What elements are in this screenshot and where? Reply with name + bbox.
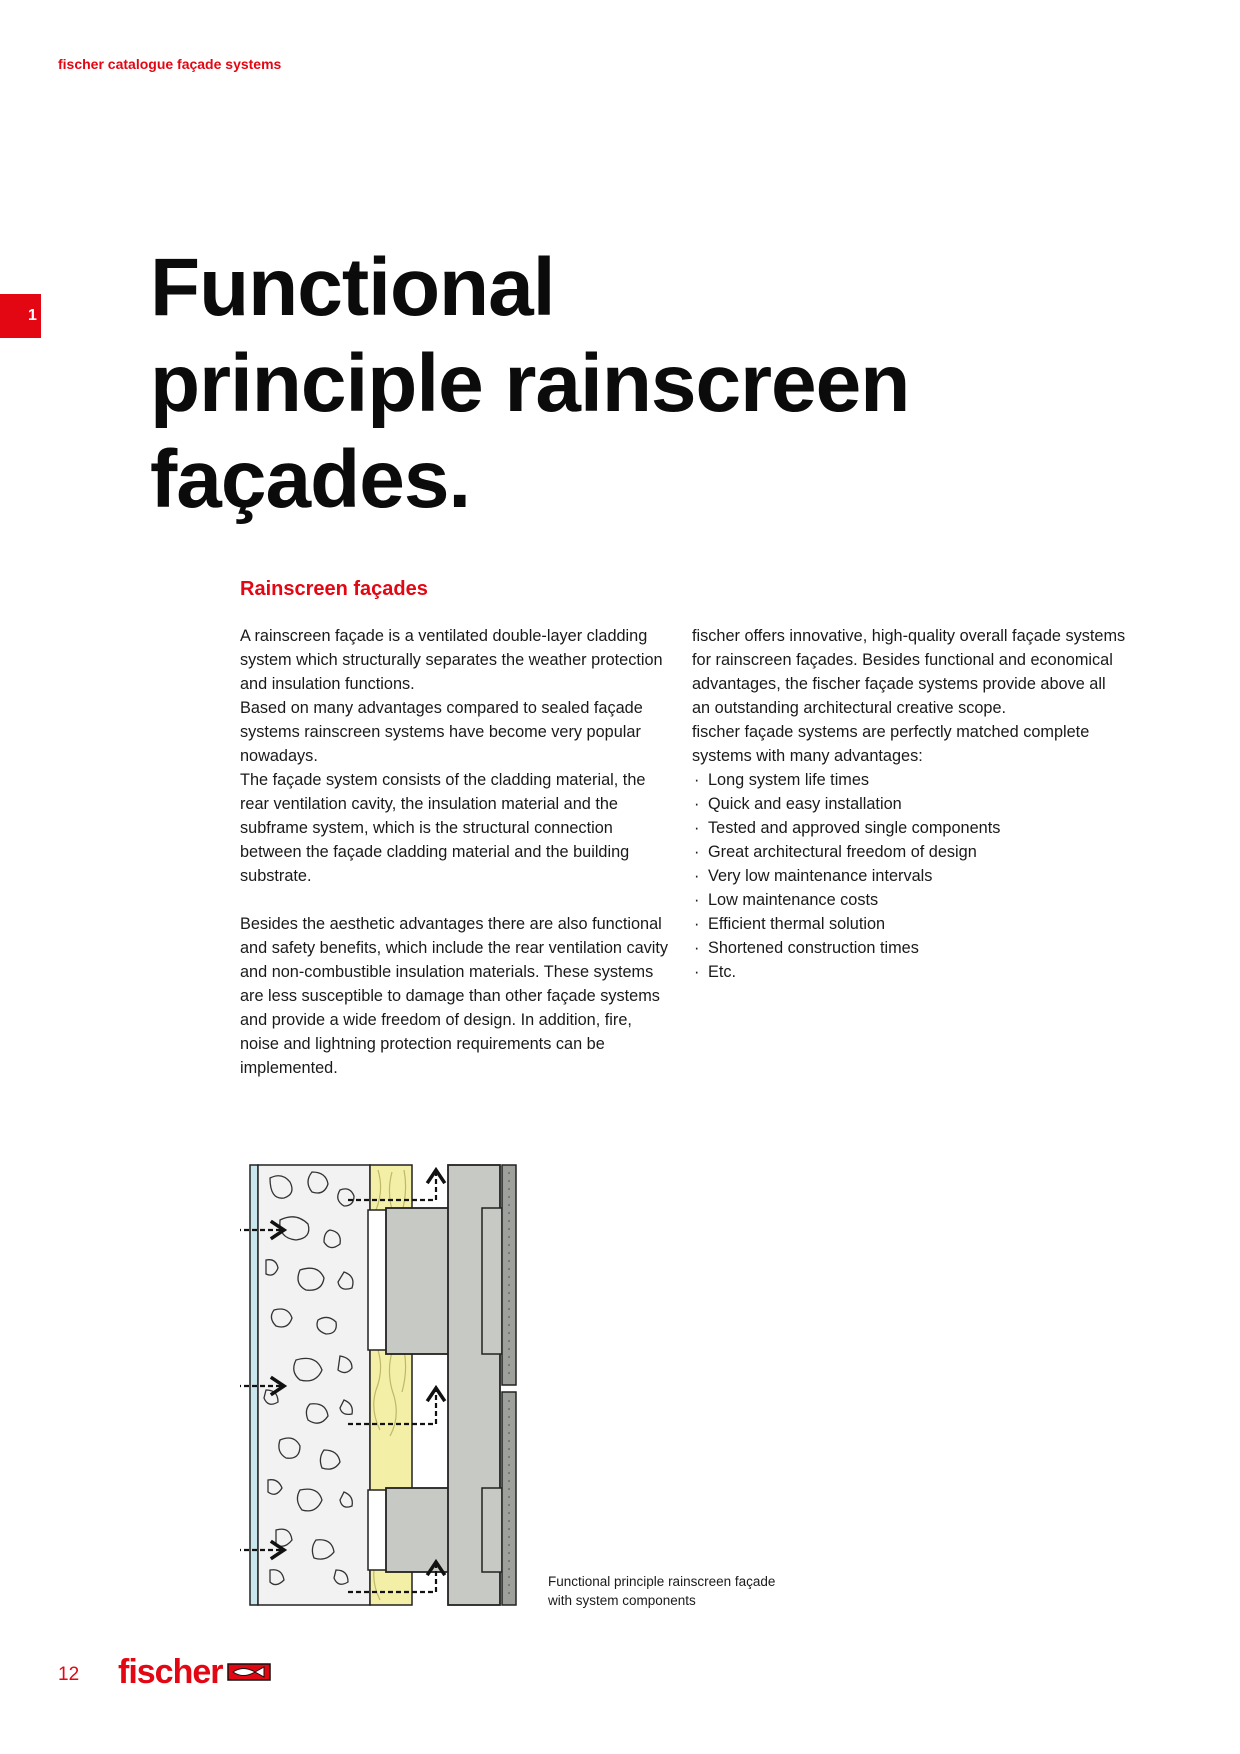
list-item: · Great architectural freedom of design (692, 840, 1127, 864)
list-item: · Quick and easy installation (692, 792, 1127, 816)
concrete-wall (258, 1165, 370, 1605)
list-item: · Long system life times (692, 768, 1127, 792)
title-line: principle rainscreen (150, 338, 910, 429)
body-paragraph: Based on many advantages compared to sealed façade systems rainscreen systems have become very popular nowadays. (240, 699, 643, 765)
fischer-logo (118, 1652, 271, 1692)
page-number: 12 (58, 1664, 80, 1685)
list-item: · Efficient thermal solution (692, 912, 1127, 936)
list-item: · Very low maintenance intervals (692, 864, 1127, 888)
cladding-panel (502, 1165, 516, 1385)
left-text-column (240, 624, 675, 1080)
list-item: · Tested and approved single components (692, 816, 1127, 840)
fish-logo-icon (227, 1662, 271, 1682)
list-item: · Etc. (692, 960, 1127, 984)
chapter-tab: 1 (0, 294, 41, 338)
section-heading: Rainscreen façades (240, 578, 428, 600)
body-paragraph: fischer façade systems are perfectly matched complete systems with many advantages: (692, 723, 1090, 765)
running-head: fischer catalogue façade systems (58, 56, 282, 72)
body-paragraph: fischer offers innovative, high-quality overall façade systems for rainscreen façades. Besides functional and economical advantages, the fischer façade systems provide above all an outstanding architectural creative scope. (692, 627, 1126, 717)
brand-wordmark: fischer (118, 1653, 223, 1691)
cladding-panel (502, 1392, 516, 1605)
list-item: · Low maintenance costs (692, 888, 1127, 912)
body-paragraph: Besides the aesthetic advantages there are also functional and safety benefits, which include the rear ventilation cavity and non-combustible insulation materials. These systems are less susceptible to damage than other façade systems and provide a wide freedom of design. In addition, fire, noise and lightning protection requirements can be implemented. (240, 915, 669, 1077)
title-line: façades. (150, 434, 471, 525)
page-title (150, 240, 909, 528)
figure-caption: Functional principle rainscreen façade with system components (548, 1574, 776, 1608)
advantages-list (692, 768, 1127, 984)
list-item: · Shortened construction times (692, 936, 1127, 960)
facade-section-diagram (240, 1160, 540, 1610)
vertical-profile (482, 1488, 502, 1572)
body-paragraph: A rainscreen façade is a ventilated double-layer cladding system which structurally separates the weather protection and insulation functions. (240, 627, 663, 693)
vertical-profile (482, 1208, 502, 1354)
body-paragraph: The façade system consists of the cladding material, the rear ventilation cavity, the insulation material and the subframe system, which is the structural connection between the façade cladding material and the building substrate. (240, 771, 646, 885)
title-line: Functional (150, 242, 555, 333)
right-text-column (692, 624, 1127, 984)
